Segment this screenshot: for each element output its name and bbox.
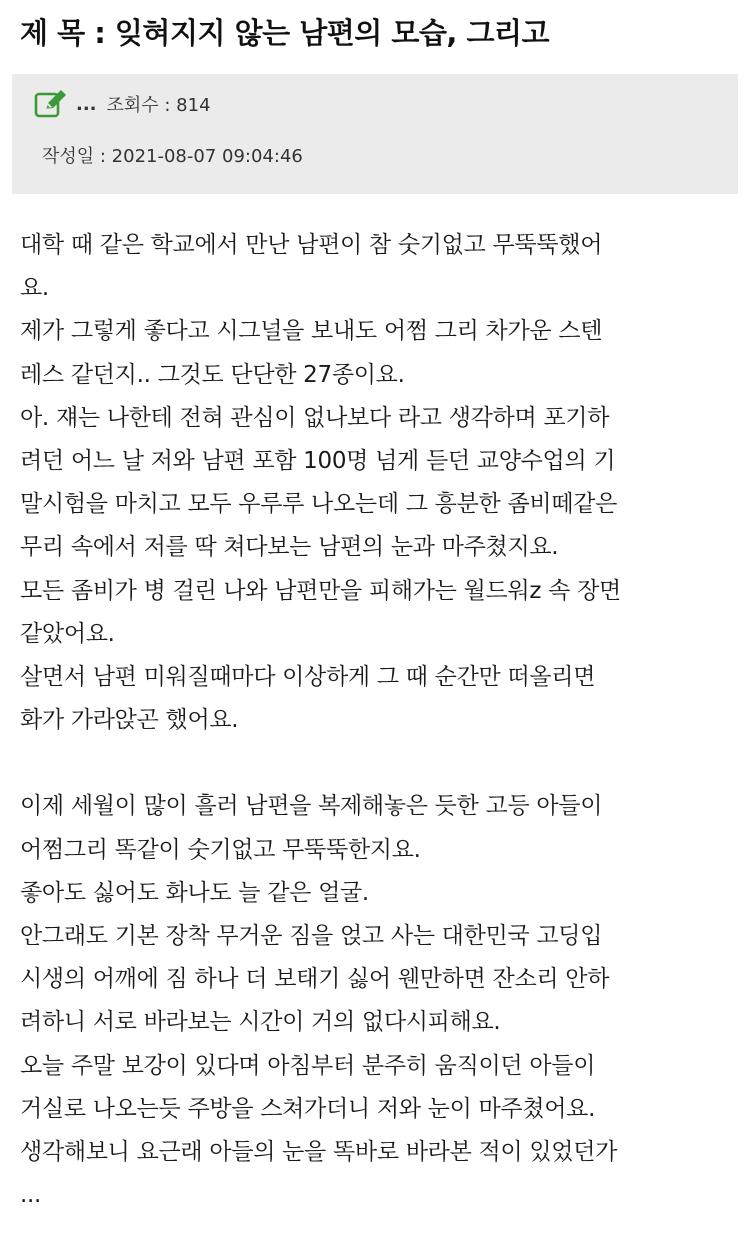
body-line: 거실로 나오는듯 주방을 스쳐가더니 저와 눈이 마주쳤어요. bbox=[20, 1095, 596, 1122]
body-line: 살면서 남편 미워질때마다 이상하게 그 때 순간만 떠올리면 bbox=[20, 663, 596, 690]
body-line: 레스 같던지.. 그것도 단단한 27종이요. bbox=[20, 361, 405, 388]
body-line: 시생의 어깨에 짐 하나 더 보태기 싫어 웬만하면 잔소리 안하 bbox=[20, 966, 610, 993]
body-line: 아. 쟤는 나한테 전혀 관심이 없나보다 라고 생각하며 포기하 bbox=[20, 404, 610, 431]
body-line: 요. bbox=[20, 275, 49, 302]
body-line: 말시험을 마치고 모두 우루루 나오는데 그 흥분한 좀비떼같은 bbox=[20, 491, 618, 518]
body-line: 대학 때 같은 학교에서 만난 남편이 참 숫기없고 무뚝뚝했어 bbox=[20, 232, 603, 258]
post-date: 작성일 : 2021-08-07 09:04:46 bbox=[42, 146, 303, 167]
body-line: 어쩜그리 똑같이 숫기없고 무뚝뚝한지요. bbox=[20, 836, 421, 863]
body-line: 려던 어느 날 저와 남편 포함 100명 넘게 듣던 교양수업의 기 bbox=[20, 447, 616, 474]
body-line: 제가 그렇게 좋다고 시그널을 보내도 어쩜 그리 차가운 스텐 bbox=[20, 318, 603, 345]
body-line: 화가 가라앉곤 했어요. bbox=[20, 707, 239, 734]
body-line: 안그래도 기본 장착 무거운 짐을 얹고 사는 대한민국 고딩입 bbox=[20, 923, 603, 949]
post-title: 제 목 : 잊혀지지 않는 남편의 모습, 그리고 bbox=[20, 16, 550, 50]
body-line: 모든 좀비가 병 걸린 나와 남편만을 피해가는 월드워z 속 장면 bbox=[20, 577, 621, 604]
body-line: 같았어요. bbox=[20, 620, 115, 647]
views-row bbox=[34, 88, 211, 120]
body-line: 생각해보니 요근래 아들의 눈을 똑바로 바라본 적이 있었던가 bbox=[20, 1138, 618, 1165]
body-line: 무리 속에서 저를 딱 쳐다보는 남편의 눈과 마주쳤지요. bbox=[20, 534, 559, 561]
body-line bbox=[20, 742, 738, 785]
post-meta-box bbox=[12, 74, 738, 194]
body-line: 이제 세월이 많이 흘러 남편을 복제해놓은 듯한 고등 아들이 bbox=[20, 793, 603, 820]
post-body bbox=[20, 224, 738, 1217]
edit-icon bbox=[34, 88, 68, 120]
views-count: 조회수 : 814 bbox=[106, 95, 211, 116]
body-line: 오늘 주말 보강이 있다며 아침부터 분주히 움직이던 아들이 bbox=[20, 1052, 596, 1079]
body-line: ... bbox=[20, 1182, 42, 1209]
views-prefix: ... bbox=[76, 93, 97, 115]
body-line: 려하니 서로 바라보는 시간이 거의 없다시피해요. bbox=[20, 1009, 501, 1036]
body-line: 좋아도 싫어도 화나도 늘 같은 얼굴. bbox=[20, 879, 369, 906]
